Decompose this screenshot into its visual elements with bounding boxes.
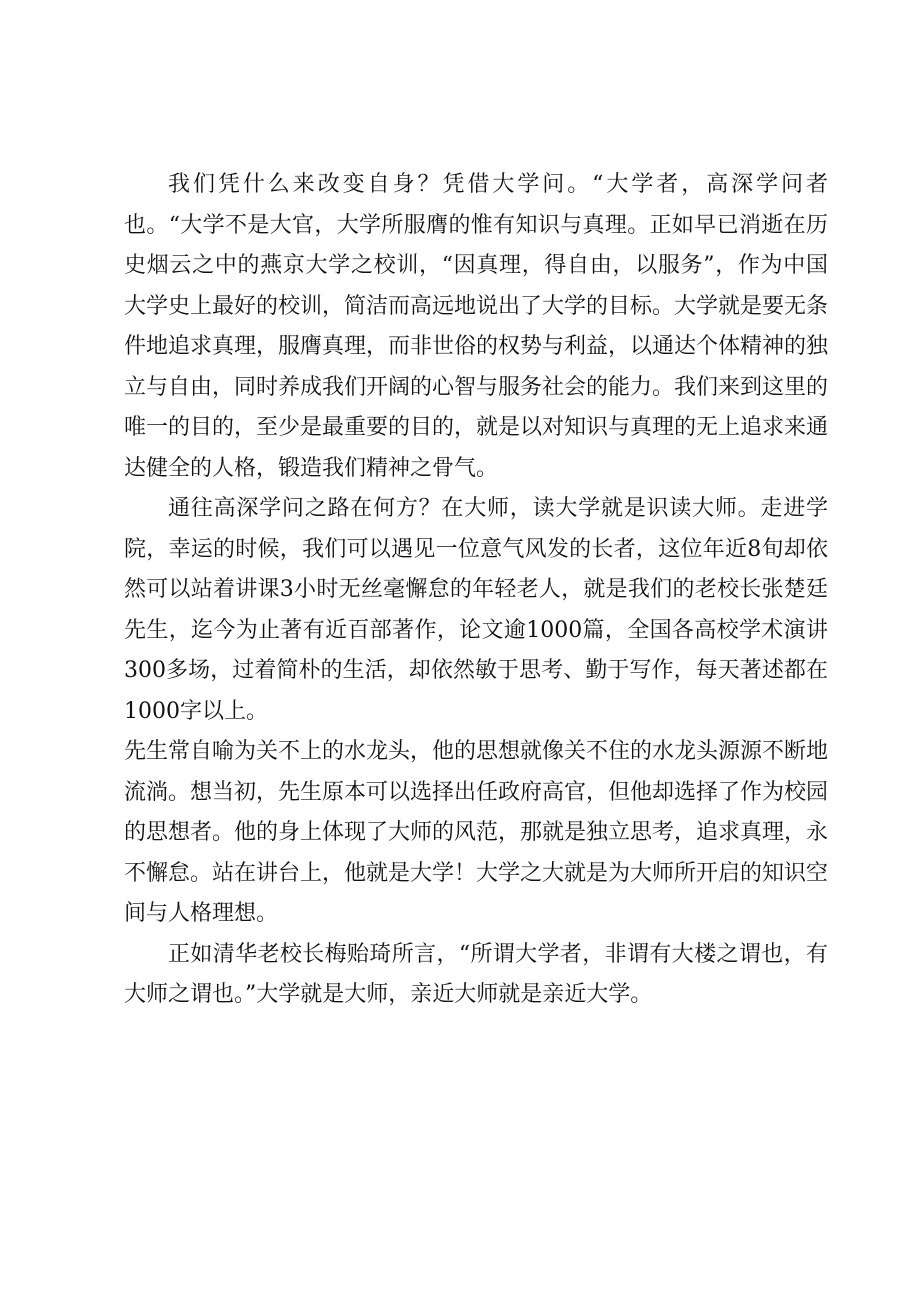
paragraph-1: 我们凭什么来改变自身？凭借大学问。“大学者，高深学问者也。“大学不是大官，大学所服膺的惟有知识与真理。正如早已消逝在历史烟云之中的燕京大学之校训，“因真理，得自由，以服务”，作为中国大学史上最好的校训，简洁而高远地说出了大学的目标。大学就是要无条件地追求真理，服膺真理，而非世俗的权势与利益，以通达个体精神的独立与自由，同时养成我们开阔的心智与服务社会的能力。我们来到这里的唯一的目的，至少是最重要的目的，就是以对知识与真理的无上追求来通达健全的人格，锻造我们精神之骨气。 bbox=[124, 172, 829, 481]
paragraph-2: 通往高深学问之路在何方？在大师，读大学就是识读大师。走进学院，幸运的时候，我们可以遇见一位意气风发的长者，这位年近8旬却依然可以站着讲课3小时无丝毫懈怠的年轻老人，就是我们的老校长张楚廷先生，迄今为止著有近百部著作，论文逾1000篇，全国各高校学术演讲300多场，过着简朴的生活，却依然敏于思考、勤于写作，每天著述都在1000字以上。 bbox=[124, 496, 828, 724]
paragraph-4: 正如清华老校长梅贻琦所言，“所谓大学者，非谓有大楼之谓也，有大师之谓也。”大学就是大师，亲近大师就是亲近大学。 bbox=[124, 941, 828, 1007]
document-body bbox=[124, 165, 828, 1016]
paragraph-3: 先生常自喻为关不上的水龙头，他的思想就像关不住的水龙头源源不断地流淌。想当初，先生原本可以选择出任政府高官，但他却选择了作为校园的思想者。他的身上体现了大师的风范，那就是独立思考，追求真理，永不懈怠。站在讲台上，他就是大学！大学之大就是为大师所开启的知识空间与人格理想。 bbox=[124, 739, 829, 926]
